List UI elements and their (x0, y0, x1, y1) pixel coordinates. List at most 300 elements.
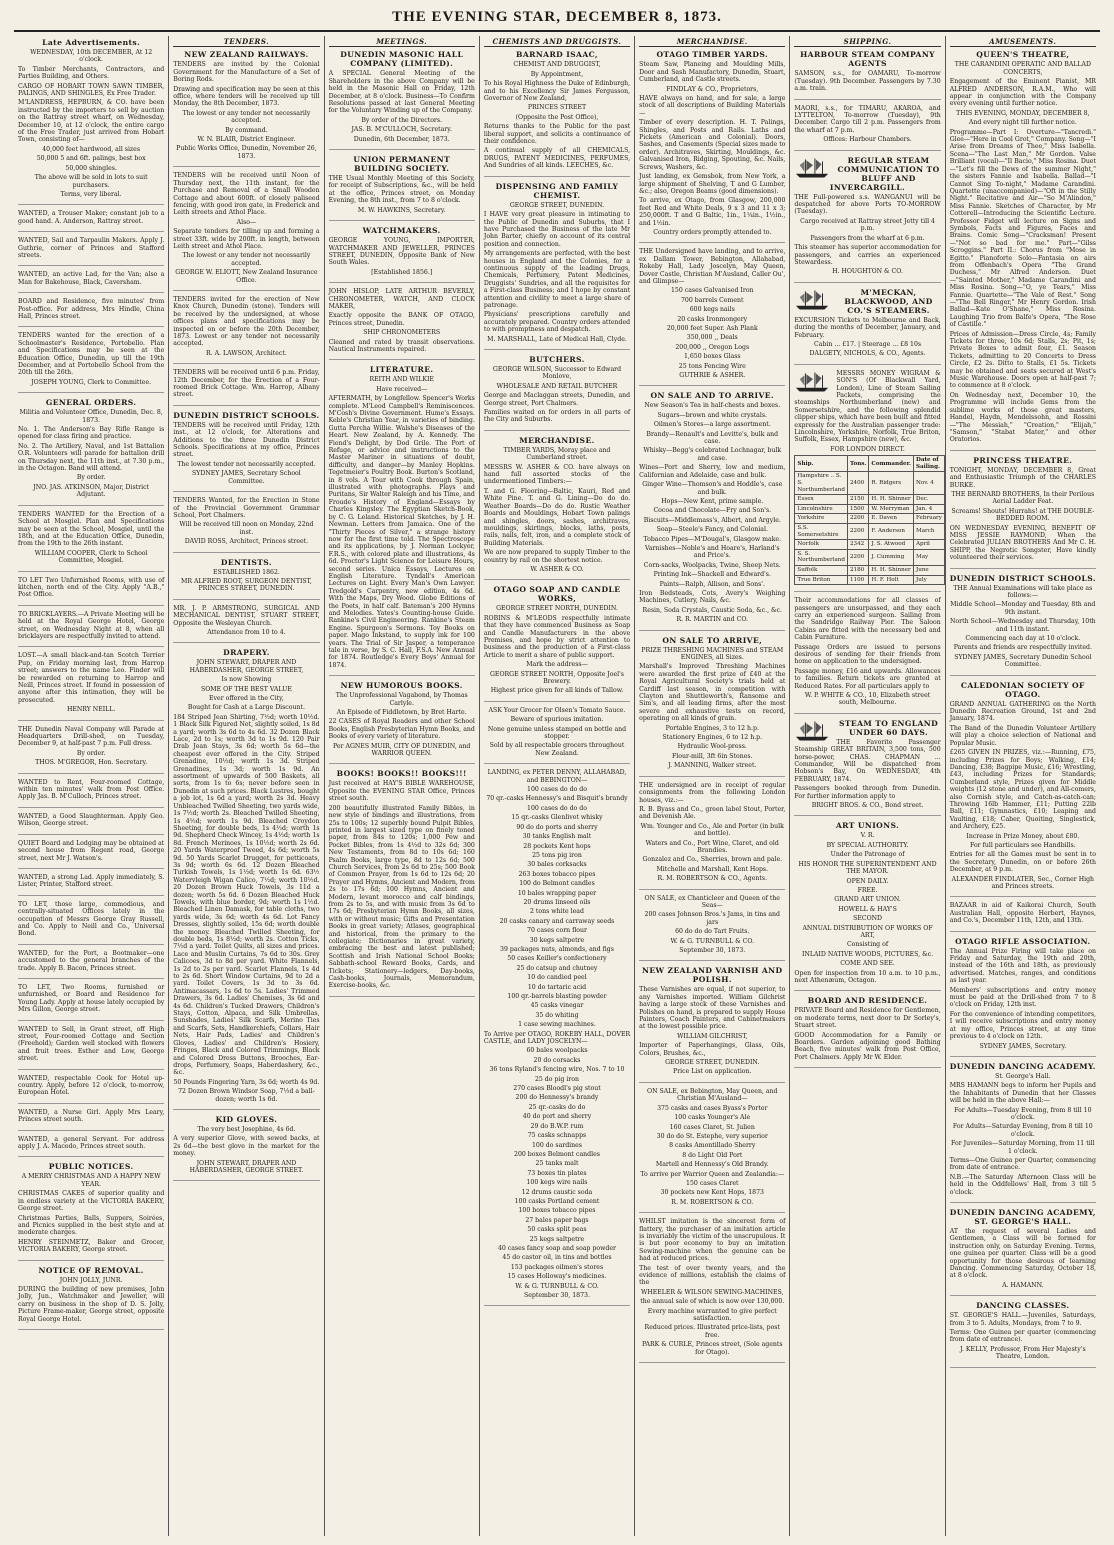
advertisement-text: CHRISTMAS CAKES of superior quality and in endless variety at the VICTORIA BAKERY, George street. (18, 1190, 165, 1213)
advertisement-text: September 30, 1873. (679, 947, 746, 954)
advertisement-text: Parents and friends are respectfully invited. (953, 644, 1092, 652)
advertisement-text: ON WEDNESDAY EVENING, BENEFIT OF MISS JESSIE RAYMOND, When the Celebrated JULIAN BROTHERS And Mr C. H. SHIPP, the Negrotic Songster, Have kindly volunteered their services. (949, 524, 1096, 562)
advertisement-text: Ever offered in the City, (209, 695, 284, 702)
advertisement-text: The above will be sold in lots to suit purchasers. (34, 174, 148, 189)
advertisement (18, 1136, 164, 1158)
ship-illustration-icon (794, 371, 832, 393)
advertisement (794, 821, 940, 991)
advertisement-text: Open for inspection from 10 a.m. to 10 p.m., next Athenæum, Octagon. (794, 969, 941, 984)
ship-illustration-icon (794, 157, 832, 179)
advertisement-text: ON SALE, ex Chanticleer and Queen of the Seas— (644, 894, 780, 909)
table-header-cell: Date of Sailing. (913, 456, 944, 472)
advertisement-text: W. P. WHITE & CO., 10, Elizabeth street south, Melbourne. (804, 692, 931, 707)
advertisement-text: ON SALE, ex Bebington, May Queen, and Christian M'Ausland— (647, 1087, 778, 1103)
advertisement-text: Terms, very liberal. (60, 190, 122, 198)
advertisement-text: WILLIAM COOPER, Clerk to School Committee, Mosgiel. (34, 549, 148, 565)
advertisement-text: HENRY STEINMETZ, Baker and Grocer, VICTORIA BAKERY, George street. (18, 1238, 165, 1254)
advertisement-text: PARK & CURLE, Princes street, (Sole agents for Otago). (641, 1341, 783, 1356)
advertisement-text: 25 do catsup and chutney (516, 964, 598, 972)
advertisement (794, 719, 940, 817)
table-cell: Norfolk (795, 540, 848, 550)
advertisement-text: WILLIAM GILCHRIST, (677, 1032, 748, 1040)
advertisement-text: 263 boxes tobacco pipes (518, 870, 596, 878)
advertisement-text: 70 qr.-casks Hennessy's and Bisquit's brandy (486, 795, 628, 803)
advertisement-text: TENDERS are invited by the Colonial Government for the Manufacture of a Set of Boring Rods. (173, 61, 320, 84)
advertisement-text: TENDERS Wanted, for the Erection in Stone of the Provincial Government Grammar School, Port Chalmers. (173, 497, 320, 519)
advertisement-text: 25 tanks malt (535, 1160, 579, 1168)
advertisement-text: 100 casks Portland cement (514, 1197, 600, 1205)
table-cell: H. F. Holt (869, 575, 914, 585)
advertisement-text: 200 boxes Belmont candles (514, 1150, 600, 1158)
advertisement-text: 50 Pounds Fingering Yarn, 3s 6d; worth 4s 9d. (173, 1078, 320, 1086)
advertisement-text: T. and G. Flooring—Baltic, Kauri, Red and White Pine. T. and G. Lining—Do do do. Weather Boards—Do do do. Rustic Weather Boards and Mouldings, Hobart Town palings and shingles, doors, sashes, architraves, mouldings, skirtings, blocks, laths, posts, rails, nails, felt, iron, and a complete stock of Building Materials. (483, 487, 631, 547)
advertisement-text: By order of the Directors. (361, 116, 443, 124)
advertisement-text: Physicians' prescriptions carefully and accurately prepared. Country orders attended to with promptness and despatch. (483, 311, 631, 334)
advertisement-text: To arrive, ex Otago, from Glasgow, 200,000 feet Red and White Deals, 9 x 3 and 11 x 3; 250,000ft. T and G Baltic, 1in., 1¼in., 1½in., and 1½in. (639, 197, 786, 227)
advertisement-text: THE Full-powered s.s. WANGANUI will be despatched for above Ports TO-MORROW (Tuesday). (794, 193, 941, 216)
advertisement-text: 100 cases do do do (527, 804, 587, 812)
advertisement-text: Gonzalez and Co., Sherries, brown and pale. (642, 856, 783, 864)
advertisement-title: NEW HUMOROUS BOOKS. (340, 681, 463, 691)
advertisement-text: By command. (225, 126, 268, 134)
advertisement-text: 1 case sewing machines. (518, 1021, 596, 1029)
advertisement-title: DUNEDIN DANCING ACADEMY. (949, 1061, 1096, 1071)
table-cell: June (913, 565, 944, 575)
advertisement-text: 60 bales woolpacks (526, 1047, 588, 1055)
column-3 (325, 36, 480, 1536)
advertisement-text: Highest price given for all kinds of Tallow. (490, 687, 624, 695)
advertisement (173, 497, 319, 552)
advertisement-title: KID GLOVES. (215, 1114, 278, 1124)
advertisement-text: New Season's Tea in half-chests and boxes. (644, 402, 781, 410)
advertisement-text: 10 bales wrapping paper (517, 889, 597, 897)
advertisement-text: I HAVE very great pleasure in intimating to the Public of Dunedin and Suburbs, that I have Purchased the Business of the late Mr John Barter, chiefly on account of its central position and connection. (483, 211, 631, 248)
advertisement-title: PUBLIC NOTICES. (48, 1162, 134, 1172)
advertisement (173, 369, 319, 406)
advertisement-text: SAMSON, s.s., for OAMARU, To-morrow (Tuesday). 9th December. Passengers by 7.30 a.m. train. (794, 70, 941, 93)
advertisement (639, 636, 785, 777)
advertisement-text: WANTED, Sail and Tarpaulin Makers. Apply J. Guthrie, corner of Princes and Stafford streets. (18, 237, 165, 259)
advertisement-text: Every machine warranted to give perfect satisfaction. (647, 1307, 777, 1323)
advertisement-text: GEORGE STREET, DUNEDIN. (665, 1059, 760, 1067)
advertisement-text: THE Dunedin Naval Company will Parade at Headquarters Drill-shed, on Tuesday, December 9, at half-past 7 p.m. Full dress. (18, 725, 165, 748)
advertisement-text: SHIP CHRONOMETERS (363, 329, 441, 337)
advertisement-text: The test of over twenty years, and the evidence of millions, establish the claims of the (639, 1264, 786, 1287)
advertisement-text: MRS HAMANN begs to inform her Pupils and the Inhabitants of Dunedin that her Classes will be held in the above Hall:— (949, 1082, 1096, 1105)
advertisement (18, 210, 164, 232)
advertisement-text: The Band of the Dunedin Volunteer Artillery will play a choice selection of National and Popular Music. (949, 724, 1096, 747)
advertisement-text: Tobacco Pipes—M'Dougal's, Glasgow make. (643, 535, 782, 543)
advertisement-text: Biscuits—Middlemass's, Albert, and Argyle. (643, 516, 781, 524)
advertisement-text: 25 tons Fencing Wire (678, 362, 746, 370)
advertisement-text: Separate tenders for tilling up and forming a street 33ft. wide by 200ft. in length, between Leith street and Athol Place. (173, 228, 320, 250)
advertisement-title: ON SALE TO ARRIVE, (662, 635, 763, 645)
advertisement-text: Cleaned and rated by transit observations. Nautical Instruments repaired. (328, 338, 475, 353)
advertisement-text: TENDERS WANTED for the Erection of a School at Mosgiel. Plan and Specifications may be seen at the School, Mosgiel, until the 18th, and at the Education Office, Dunedin, from the 19th to the 26th instant. (18, 510, 165, 548)
table-row (795, 495, 944, 505)
advertisement (950, 1062, 1096, 1203)
advertisement-text: JNO. JAS. ATKINSON, Major, District Adjutant. (33, 483, 150, 499)
advertisement-text: 2 tons white lead (530, 908, 584, 916)
table-cell: 2200 (847, 523, 868, 539)
advertisement (18, 611, 164, 648)
advertisement-text: WANTED to Rent, Four-roomed Cottage, within ten minutes' walk from Post Office. Apply Jas. B. M'Culloch, Princes street. (18, 778, 165, 801)
advertisement-text: 200 do Hennessy's brandy (515, 1094, 599, 1102)
advertisement-text: CARGO OF HOBART TOWN SAWN TIMBER, PALINGS, AND SHINGLES, Ex Free Trader. (18, 82, 165, 98)
advertisement-text: AFTERMATH, by Longfellow. Spencer's Works complete. M'Leod Campbell's Reminiscences. M'Cosh's Divine Government. Hume's Essays. Keble's Christian Year, in varieties of binding. Gutta Percha Willie. Walshe's Diseases of the Heart. New Zealand, by A. Kennedy. The Fiend's Delight, by Dod Grile. The Port of Refuge, or advice and instructions to the Master Mariner in situations of doubt, difficulty, and danger—by Manley Hopkins. Tegetmeier's Poultry Book. Burton's Scotland, in 8 vols. A Tour with Cook through Spain, illustrated with photographs. Plays and Puritans, Sir Walter Raleigh and his Time, and Froude's History of England—Essays by Charles Kingsley. The Egyptian Sketch-Book, by C. G. Leland. Historical Sketches, by J. H. Newman. Letters from Jamaica. One of the "Thirty Pieces of Silver," a strange history now for the first time told. The Spectroscope and its applications, by J. Norman Lockyer, F.R.S., with colored plate and illustrations, 4s 6d. Proctor's Light Science for Leisure Hours, second series. Unica Essays, Lectures on English Literature. Tyndall's American Lectures on Light. Every Man's Own Lawyer. Tredgold's Carpentry, new edition, 4s 6d. With the Maps, Dry Wood. Globe Editions of the Poets, in half calf. Bateman's 200 Hymns and Melodies. Yates's Counting-house Guide. Rankine's Civil Engineering. Rankine's Steam Engine. Spurgeon's Sermons. Toy Books on paper. Mago Inkstand, to supply ink for 100 years. The Trial of Sir Jasper, a temperance tale in verse, by S. C. Hall, F.S.A. New Annual for 1874. Routledge's Every Boys' Annual for 1874. (328, 395, 475, 669)
advertisement-text: 100 do sardines (531, 1141, 582, 1149)
advertisement-text: 30 do do St. Estephe, very superior (656, 1132, 768, 1140)
column-6 (790, 36, 945, 1536)
advertisement-text: GEORGE STREET, DUNEDIN. (509, 201, 605, 209)
table-header-row (795, 456, 944, 472)
advertisement-text: 153 packages oilmen's stores (510, 1263, 604, 1271)
advertisement-text: Mitchelle and Marshall, Kent Hops. (656, 865, 769, 873)
table-row (795, 523, 944, 539)
advertisement-text: WHILST imitation is the sincerest form of flattery, the purchaser of an imitation article is invariably the victim of the unscrupulous. It is but poor economy to buy an imitation Sewing-machine when the genuine can be had at reduced prices. (639, 1218, 786, 1263)
advertisement-text: The Unprofessional Vagabond, by Thomas Carlyle. (335, 692, 468, 707)
advertisement-text: 25 qr.-casks do do (528, 1103, 586, 1111)
advertisement-text: Bought for Cash at a Large Discount. (187, 704, 305, 712)
advertisement-text: WANTED, a strong Lad. Apply immediately, S. Lister, Printer, Stafford street. (18, 873, 165, 889)
column-1 (14, 36, 169, 1536)
advertisement-text: 90 do do ports and sherry (516, 823, 598, 831)
advertisement-text: Exactly opposite the BANK OF OTAGO, Princes street, Dunedin. (328, 312, 475, 327)
advertisement-text: R. M. ROBERTSON & CO. (671, 1198, 754, 1206)
advertisement (484, 769, 630, 1306)
column-heading: SHIPPING. (794, 38, 940, 47)
advertisement-text: Have received— (376, 385, 428, 393)
advertisement-text: Entries for all the Games must be sent in to the Secretary, Dunedin, on or before 26th December, at 9 p.m. (949, 851, 1096, 874)
table-cell: Essex (795, 495, 848, 505)
advertisement-text: AT the request of several Ladies and Gentlemen, a Class will be formed for instruction only, on Saturday Evening. Terms, one guinea per quarter. Class will be a good opportunity for those desirous of learning Dancing. Commencing Saturday, October 18, at 8 o'clock. (949, 1228, 1096, 1280)
advertisement-text: M. W. HAWKINS, Secretary. (357, 206, 446, 214)
table-header-cell: Commander. (869, 456, 914, 472)
advertisement-text: GEORGE STREET NORTH, Opposite Joel's Brewery. (489, 670, 624, 685)
advertisement-text: LOST.—A small black-and-tan Scotch Terrier Pup, on Friday morning last, from Harrop street; answers to the name Leo. Finder will be rewarded on returning to Harrop and Neill, Princes street. If found in possession of anyone after this intimation, they will be prosecuted. (18, 652, 165, 704)
advertisement (794, 288, 940, 365)
advertisement (950, 1208, 1096, 1296)
advertisement-text: R. R. MARTIN and CO. (676, 616, 749, 624)
advertisement (794, 50, 940, 99)
advertisement-text: Hydraulic Wool-press. (677, 743, 747, 751)
advertisement (639, 50, 785, 243)
table-row (795, 540, 944, 550)
advertisement-text: GEORGE W. ELIOTT, New Zealand Insurance Office. (175, 269, 318, 284)
advertisement-text: The Annual Prize Firing will take place on Friday and Saturday, the 19th and 20th, instead of the 16th and 18th, as previously advertised. Matches, ranges, and conditions as last year. (949, 947, 1096, 985)
advertisement-text: 600 kegs nails (689, 306, 735, 314)
table-cell: 2180 (847, 565, 868, 575)
advertisement-text: Mark the address— (526, 661, 588, 669)
advertisement-text: 27 bales paper bags (525, 1216, 589, 1224)
advertisement-text: Screams! Shouts! Hurrahs! at THE DOUBLE-BEDDED ROOM. (951, 507, 1095, 523)
advertisement-text: 15 qr.-casks Glenlivet whisky (511, 814, 603, 822)
advertisement-text: ANNUAL DISTRIBUTION OF WORKS OF ART, (802, 924, 933, 939)
column-heading: MEETINGS. (329, 38, 475, 47)
ship-illustration-icon (794, 289, 832, 311)
advertisement-title: DISPENSING AND FAMILY CHEMIST. (495, 181, 619, 200)
advertisement-text: M. MARSHALL, Late of Medical Hall, Clyde. (487, 335, 627, 343)
advertisement (329, 155, 475, 221)
table-cell: Yorkshire (795, 514, 848, 524)
advertisement-text: George and Maclaggan streets, Dunedin, and George street, Port Chalmers. (483, 392, 631, 407)
table-cell: Dec. (913, 495, 944, 505)
advertisement-text: TENDERS invited for the erection of New Knox Church, Dunedin (stone). Tenders will be received by the undersigned, at whose offices plans and specifications may be inspected on or before the 20th December, 1873. Lowest or any tender not necessarily accepted. (173, 295, 320, 348)
advertisement-text: MR ALFRED ROOT, SURGEON DENTIST, PRINCES STREET, DUNEDIN. (181, 577, 312, 593)
advertisement-text: 200 beautifully illustrated Family Bibles, in new style of bindings and illustrations, from 25s to 100s; 12 superbly bound Pulpit Bibles, printed in largest sized type on finely toned paper, from 84s to 120s; 1,000 Pew and Pocket Bibles, from 1s 4½d to 32s 6d; 300 New Testaments, from 8d to 10s 6d; 160 Psalm Books, large type, 8d to 12s 6d; 500 Church Services, from 2s 6d to 25s; 500 Book of Common Prayer, from 1s 6d to 12s 6d; 20 Prayer and Hymns, Ancient and Modern, from 2s to 17s 6d; 100 Hymns, Ancient and Modern, levant morocco and calf bindings, from 2s to 5s, and with music from 3s 6d to 17s 6d; Presbyterian Hymn Books, all sizes, with or without music; Gifts and Presentation Books in great variety; Atlases, geographical and historical, from the primary to the collegiate; Dictionaries in great variety, embracing the best and latest published; Scottish and Irish National School Books; Sabbath-school Reward Books, Cards, and Tickets; Stationery—ledgers, Day-books, Cash-books, Journals, Memorandum, Exercise-books, &c. (328, 804, 475, 990)
advertisement-text: 39 packages nuts, almonds, and figs (500, 945, 614, 953)
advertisement (18, 237, 164, 266)
advertisement-title: ART UNIONS. (835, 821, 900, 831)
advertisement-text: Reduced prices. Illustrated price-lists, post free. (644, 1324, 780, 1339)
advertisement-text: LANDING, ex PETER DENNY, ALLAHABAD, and BEBINGTON— (487, 769, 627, 784)
advertisement (173, 50, 319, 167)
advertisement-text: September 30, 1873. (524, 1292, 590, 1299)
advertisement-text: Flour-mill, 3ft 6in Stones. (671, 752, 753, 760)
advertisement (18, 1266, 164, 1330)
advertisement-text: Christmas Parties, Balls, Suppers, Soirées, and Picnics supplied in the best style and at moderate charges. (18, 1214, 165, 1237)
table-cell: H. H. Shinner (869, 495, 914, 505)
advertisement-text: TONIGHT, MONDAY, DECEMBER 8, Great and Enthusiastic Triumph of the CHARLES BURKE. (949, 466, 1096, 489)
advertisement-text: Members' subscriptions and entry money must be paid at the Drill-shed from 7 to 8 o'clock on Friday, 12th inst. (949, 986, 1096, 1009)
advertisement (18, 1026, 164, 1070)
advertisement-text: TIMBER YARDS, Moray place and Cumberland street. (503, 446, 611, 462)
advertisement-text: Passage money, £16 and upwards. Allowances to families. Return tickets are granted at Reduced Rates. For all particulars apply to (794, 667, 941, 690)
advertisement-text: To Arrive per OTAGO, ROKEBY HALL, DOVER CASTLE, and LADY JOSCELYN— (483, 1030, 631, 1046)
advertisement-text: WANTED, a Good Slaughterman. Apply Geo. Wilson, George street. (18, 812, 165, 828)
advertisement (18, 726, 164, 774)
advertisement-text: FINDLAY & CO., Proprietors, (666, 85, 759, 93)
advertisement-text: Marshall's Improved Threshing Machines were awarded the first prize of £40 at the Royal Agricultural Society's trials held at Cardiff last season, in competition with Clayton and Shuttleworth's, Ransome and Sim's, and all leading firms, after the most severe and exhaustive tests on record, operating on all kinds of grain. (639, 663, 786, 723)
advertisement-text: THE Annual Examinations will take place as follows:— (953, 584, 1093, 599)
table-cell: True Briton (795, 575, 848, 585)
advertisement-text: 100 cases do do do (527, 786, 587, 794)
advertisement (173, 172, 319, 291)
advertisement-text: Engagement of the Eminent Pianist, MR ALFRED ANDERSON, R.A.M., Who will appear in conjunction with the Company every evening until further notice. (949, 78, 1096, 108)
advertisement (950, 574, 1096, 676)
advertisement (639, 248, 785, 386)
advertisement-text: M'LANDRESS, HEPBURN, & CO. have been instructed by the importers to sell by auction on the Rattray street wharf, on Wednesday, December 10, at 12 o'clock, the entire cargo of the Free Trader, just arrived from Hobart Town, consisting of— (18, 99, 165, 144)
advertisement-text: W. ASHER & CO. (530, 565, 584, 573)
advertisement (484, 355, 630, 431)
advertisement-text: Paints—Ralph, Allison, and Sons'. (659, 580, 765, 588)
advertisement-text: 30 pockets new Kent Hops, 1873 (660, 1189, 764, 1197)
advertisement (173, 648, 319, 1110)
advertisement-text: Ginger Wine—Thomson's and Hoddle's, case and bulk. (642, 481, 783, 496)
advertisement-text: WHOLESALE AND RETAIL BUTCHER (496, 382, 618, 390)
advertisement-title: REGULAR STEAM COMMUNICATION TO BLUFF AND INVERCARGILL. (829, 155, 940, 192)
advertisement-text: HENRY NEILL. (66, 706, 116, 714)
advertisement (18, 511, 164, 572)
advertisement-text: JOHN STEWART, DRAPER AND HABERDASHER, GEORGE STREET. (189, 1159, 304, 1174)
advertisement (484, 436, 630, 581)
advertisement-text: WANTED, for the Port, a Bootmaker—one accustomed to the general branches of the trade. Apply B. Bacon, Princes street. (18, 949, 165, 972)
advertisement-text: TO LET, those large, commodious, and centrally-situated Offices lately in the occupation of Messrs George Gray Russell, and Co. Apply to Neill and Co., Universal Bond. (18, 900, 165, 938)
advertisement-text: PRINCES STREET (527, 104, 587, 112)
advertisement-text: The lowest tender not necessarily accepted. (177, 460, 316, 468)
advertisement-text: Attendance from 10 to 4. (207, 628, 286, 636)
advertisement-text: THE undersigned are in receipt of regular consignments from the following London houses, viz.:— (639, 781, 786, 804)
advertisement-text: 40,000 feet hardwood, all sizes (42, 145, 141, 153)
column-4 (480, 36, 635, 1536)
advertisement-text: 20 do corsacks (533, 1056, 581, 1064)
advertisement-title: DUNEDIN DISTRICT SCHOOLS. (173, 410, 320, 420)
advertisement-text: Passengers booked through from Dunedin. For further information apply to (794, 785, 941, 800)
advertisement-text: 70 cases corn flour (527, 927, 587, 935)
advertisement (794, 597, 940, 714)
advertisement-text: 50 casks split peas (527, 1226, 587, 1234)
advertisement-text: Sold by all respectable grocers throughout New Zealand. (489, 742, 625, 757)
advertisement-text: OPEN DAILY. (846, 877, 889, 885)
table-row (795, 575, 944, 585)
sailing-schedule-table (794, 455, 944, 585)
advertisement-text: Iron Bedsteads, Cots, Avery's Weighing Machines, Cutlery, Nails, &c. (639, 589, 786, 605)
advertisement-text: Returns thanks to the Public for the past liberal support, and solicits a continuance of their confidence. (483, 123, 631, 146)
advertisement (484, 707, 630, 764)
advertisement-text: BOARD and Residence, five minutes' from Post-office. For address, Mrs Hindle, China Hall, Princes street. (18, 298, 165, 320)
advertisement-text: Commencing each day at 10 o'clock. (965, 635, 1081, 643)
advertisement-text: SECOND (853, 915, 883, 923)
advertisement-text: Resin, Soda Crystals, Caustic Soda, &c., &c. (642, 606, 782, 614)
advertisement (329, 226, 475, 283)
advertisement-text: THE BERNARD BROTHERS, In their Perilous Aerial Ladder Feat. (951, 490, 1095, 506)
advertisement-text: WANTED, a Trouser Maker; constant job to a good hand. A. Anderson, Rattray street. (18, 210, 165, 225)
advertisement-text: R. A. LAWSON, Architect. (205, 349, 287, 357)
advertisement-text: 200 cases Johnson Bros.'s Jams, in tins and jars (644, 911, 780, 926)
advertisement-text: WANTED, a general Servant. For address apply J. A. Macedo, Princes street south. (18, 1135, 165, 1151)
table-cell: Suffolk (795, 565, 848, 575)
advertisement-text: MAORI, s.s., for TIMARU, AKAROA, and LYTTELTON, To-morrow (Tuesday), 9th December. Cargo till 2 p.m. Passengers from the wharf at 7 p.m. (794, 104, 941, 134)
advertisement-text: THE Undersigned have landing, and to arrive, ex Dallam Tower, Bebington, Allahabad, Rokeby Hall, Lady Joscelyn, May Queen, Dover Castle, Christian M'Ausland, Caller Ou', and Glimpse— (639, 248, 786, 285)
table-cell: 1500 (847, 504, 868, 514)
column-2 (169, 36, 324, 1536)
advertisement-text: 160 cases Claret, St. Julien (669, 1123, 755, 1131)
advertisement (18, 950, 164, 979)
advertisement-text: An Episode of Fiddletown, by Bret Harte. (336, 709, 467, 717)
advertisement-text: These Varnishes are equal, if not superior, to any Varnishes imported. William Gilchrist having a large stock of these Varnishes and Polishes on hand, is prepared to supply House Painters, Coach Painters, and Cabinetmakers at the lowest possible price. (639, 986, 786, 1031)
advertisement-text: Will be received till noon on Monday, 22nd inst. (179, 521, 314, 536)
advertisement-text: 25 do pig iron (534, 1075, 579, 1083)
advertisement-text: WANTED, an active Lad, for the Van; also a Man for Bakehouse, Black, Caversham. (18, 271, 165, 286)
advertisement-title: CALEDONIAN SOCIETY OF OTAGO. (960, 680, 1085, 699)
advertisement-text: CHEMIST AND DRUGGIST, (513, 61, 601, 69)
advertisement-text: TO LET Two Unfurnished Rooms, with use of kitchen, north end of the City. Apply "A.B.," Post Office. (18, 576, 165, 599)
advertisement-text: 15 cases Holloway's medicines. (507, 1273, 607, 1281)
table-cell: J. S. Atwood (869, 540, 914, 550)
advertisement-text: FREE. (857, 886, 878, 894)
column-heading: AMUSEMENTS. (950, 38, 1096, 47)
advertisement (173, 558, 319, 600)
advertisement-text: Their accommodations for all classes of passengers are unsurpassed, and they each carry an experienced surgeon. Sailing from the Sandridge Railway Pier. The Saloon Cabins are fitted with the necessary bed and Cabin Furniture. (794, 597, 941, 642)
advertisement-text: EXCURSION Tickets to Melbourne and Back, during the months of December, January, and February. (794, 316, 941, 339)
advertisement-text: 30 kegs saltpetre (529, 936, 585, 944)
advertisement-text: Steam Saw, Planeing and Moulding Mills, Door and Sash Manufactory, Dunedin, Stuart, Cumberland, and Castle streets. (639, 61, 786, 84)
advertisement-text: Terms: One Guinea per quarter (commencing from date of entrance). (949, 1329, 1096, 1344)
advertisement-text: the annual sale of which is now over 130,000. (640, 1298, 785, 1306)
advertisement-text: To arrive per Warrior Queen and Zealandia:— (640, 1170, 785, 1178)
advertisement-text: R. B. Byass and Co., green label Stout, Porter, and Devenish Ale. (639, 805, 786, 821)
advertisement-text: Per AGNES MUIR, CITY OF DUNEDIN, and WARRIOR QUEEN. (333, 742, 471, 758)
advertisement-text: 30 bales corksacks (527, 861, 587, 869)
table-row (795, 549, 944, 565)
advertisement-title: DUNEDIN MASONIC HALL COMPANY (LIMITED). (340, 50, 464, 69)
table-cell: W. Merryman (869, 504, 914, 514)
advertisement-text: A. HAMANN. (1002, 1281, 1044, 1289)
table-cell: 2200 (847, 514, 868, 524)
table-cell: February (913, 514, 944, 524)
advertisement-text: St. George's Hall. (995, 1072, 1051, 1080)
advertisement-text: TENDERS will be received until 6 p.m. Friday, 12th December, for the Erection of a Four-roomed Brick Cottage. Wm. Harrop, Albany street. (173, 369, 320, 399)
advertisement-text: 60 do do do Tart Fruits. (675, 928, 750, 936)
advertisement (794, 105, 940, 151)
advertisement-text: 20 casks Ironmongery (677, 315, 748, 323)
advertisement-text: THIS EVENING, MONDAY, DECEMBER 8, (956, 109, 1090, 117)
column-7 (946, 36, 1100, 1536)
advertisement-text: HAVE always on hand, and for sale, a large stock of all descriptions of Building Materials— (639, 95, 786, 117)
advertisement-text: MESSRS W. ASHER & CO. have always on hand full assorted stocks of the undermentioned Timbers:— (483, 463, 631, 486)
advertisement-text: [Established 1856.] (371, 268, 433, 276)
advertisement-text: Hops—New Kent, prime sample. (661, 497, 764, 505)
advertisement-title: QUEEN'S THEATRE, (976, 50, 1070, 60)
advertisement (18, 901, 164, 945)
advertisement-text: This steamer has superior accommodation for passengers, and carries an experienced Stewardess. (794, 244, 941, 266)
advertisement-text: V. R. (860, 832, 875, 840)
table-cell: Jan. 4 (913, 504, 944, 514)
advertisement (18, 840, 164, 869)
advertisement-text: TENDERS will be received until Friday, 12th inst., at 12 o'clock, for Alterations and Additions to the three Dunedin District Schools. Specifications at my office, Princes street. (173, 421, 320, 459)
table-row (795, 472, 944, 495)
advertisement-text: Beware of spurious imitation. (510, 716, 604, 724)
advertisement (18, 984, 164, 1021)
advertisement-text: A very superior Glove, with sewed backs, at 2s 6d—the best glove in the market for the money. (173, 1135, 320, 1158)
advertisement-text: THE Favorite Passenger Steamship GREAT BRITAIN, 3,500 tons, 500 horse-power, CHAS. CHAPMAN ... Commander, Will be dispatched from Hobson's Bay, On WEDNESDAY, 4th FEBRUARY, 1874. (794, 738, 941, 783)
advertisement-text: SYDNEY JAMES, Secretary School Committee. (192, 470, 301, 485)
advertisement (173, 296, 319, 364)
advertisement-text: By order. (76, 474, 106, 482)
advertisement-text: GEORGE STREET NORTH, DUNEDIN. (496, 605, 618, 613)
advertisement (329, 769, 475, 996)
advertisement-text: ROBINS & M'LEODS respectfully intimate that they have commenced Business as Soap and Candle Manufacturers in the above Premises, and hope by strict attention to business and the production of a First-class Article to merit a share of public support. (483, 614, 631, 659)
advertisement-text: 8 casks Amontillado Sherry (669, 1142, 756, 1150)
advertisement-title: DUNEDIN DISTRICT SCHOOLS. (949, 573, 1096, 583)
table-row (795, 514, 944, 524)
advertisement-text: A SPECIAL General Meeting of the Shareholders in the above Company will be held in the Masonic Hall on Friday, 12th December, at 8 o'clock. Business—To Confirm Resolutions passed at last General Meeting for the Voluntary Winding up of the Company. (328, 70, 475, 115)
table-cell: 1100 (847, 575, 868, 585)
table-cell: 2400 (847, 472, 868, 495)
advertisement-text: 22 CASES of Royal Readers and other School Books, English Presbyterian Hymn Books, and Books of every variety of literature. (328, 718, 475, 741)
advertisement-text: FOR LONDON DIRECT. (830, 445, 905, 453)
advertisement-text: Drawing and specification may be seen at this office, where tenders will be received up till Monday, the 8th December, 1873. (173, 85, 320, 108)
column-5 (635, 36, 790, 1536)
advertisement-text: ST. GEORGE'S HALL.—Juveniles, Saturdays, from 3 to 5. Adults, Mondays, from 7 to 9. (949, 1312, 1096, 1327)
advertisement-text: Prices of Admission—Dress Circle, 4s; Family Tickets for three, 10s 6d; Stalls, 2s; Pit, 1s; Private Boxes to admit four, £1. Season Tickets, admitting to 20 Concerts to Dress Circle, £2 2s. Ditto to Stalls, £1 5s. Tickets may be obtained and seats secured at West's Music Warehouse. Doors open at half-past 7; to commence at 8 o'clock. (949, 330, 1096, 390)
advertisement-text: 350,000 ,, Deals (686, 334, 738, 342)
advertisement-text: Martell and Hennessy's Old Brandy. (655, 1161, 769, 1169)
advertisement-text: None genuine unless stamped on bottle and stopper. (487, 725, 627, 741)
advertisement-text: To Timber Merchants, Contractors, and Parties Building, and Others. (18, 65, 165, 81)
advertisement (329, 288, 475, 360)
advertisement (329, 50, 475, 150)
advertisement (950, 456, 1096, 569)
advertisement-text: 100 casks Younger's Ale (674, 1114, 751, 1122)
advertisement-text: Cabin ... £17. | Steerage ... £8 10s (814, 340, 922, 348)
advertisement-text: For Juveniles—Saturday Morning, from 11 till 1 o'clock. (951, 1140, 1095, 1155)
advertisement-text: Stationery Engines, 6 to 12 h.p. (662, 734, 763, 742)
advertisement (18, 1075, 164, 1104)
advertisement (484, 50, 630, 176)
advertisement-text: To his Royal Highness the Duke of Edinburgh, and to his Excellency Sir James Fergusson, Governor of New Zealand, (483, 80, 631, 103)
table-cell: April (913, 540, 944, 550)
